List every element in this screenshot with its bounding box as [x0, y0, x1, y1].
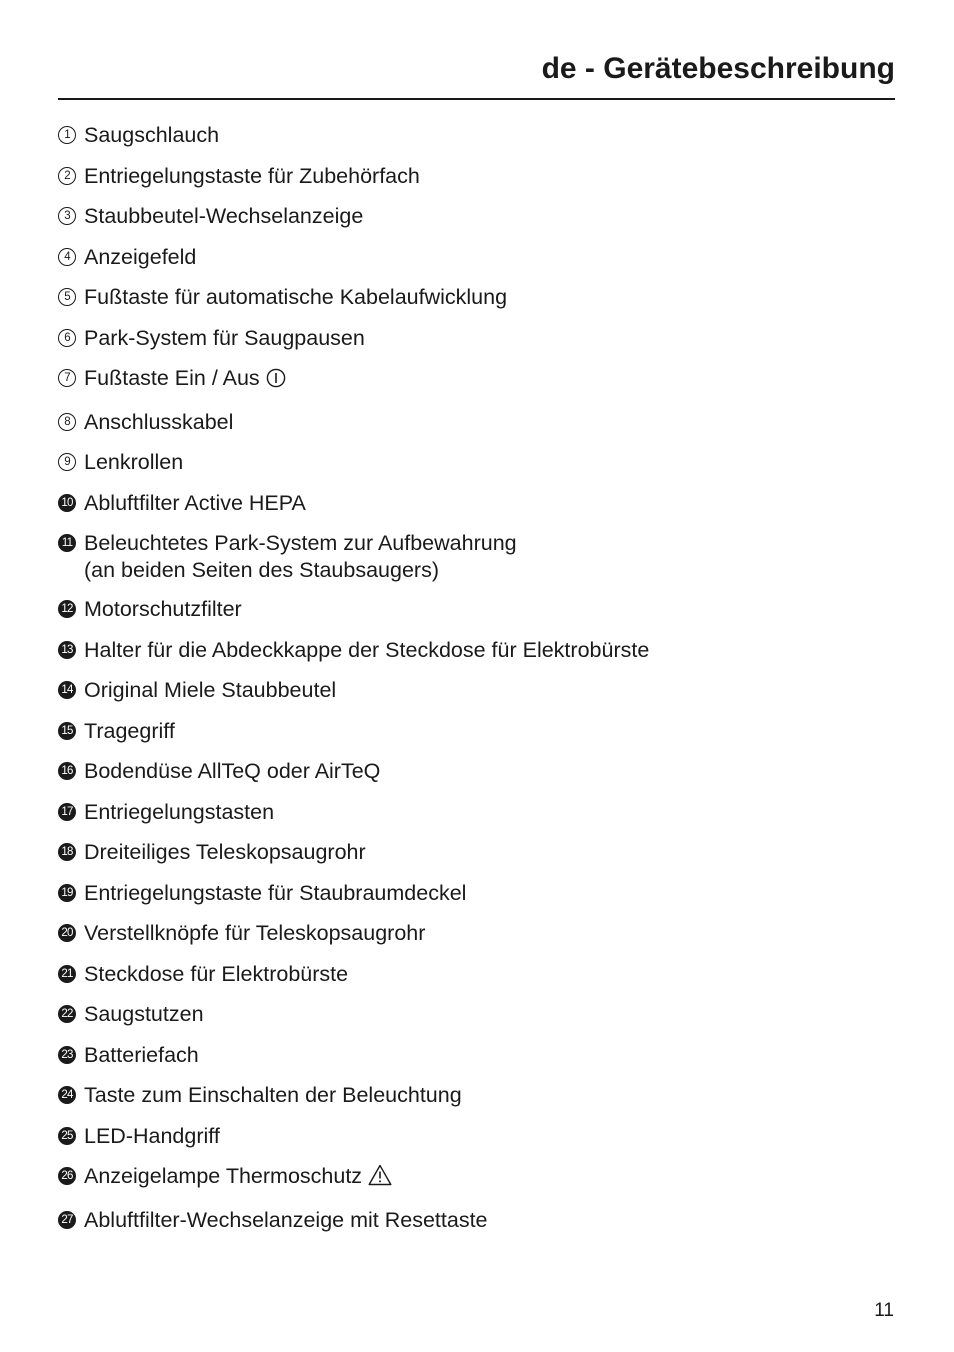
- item-number-badge: 2: [58, 167, 76, 185]
- component-list: [58, 122, 918, 1247]
- item-number-badge: 9: [58, 453, 76, 471]
- list-item: [58, 1042, 918, 1069]
- item-label: Anzeigefeld: [84, 244, 197, 269]
- item-number-badge: 22: [58, 1005, 76, 1023]
- item-label: Anzeigelampe Thermoschutz: [84, 1164, 363, 1188]
- item-number-badge: 17: [58, 803, 76, 821]
- list-item: [58, 1123, 918, 1150]
- list-item: [58, 490, 918, 517]
- item-label: Entriegelungstaste für Staubraumdeckel: [84, 880, 467, 905]
- item-label: Taste zum Einschalten der Beleuchtung: [84, 1083, 462, 1107]
- item-number-badge: 15: [58, 722, 76, 740]
- item-label: Lenkrollen: [84, 450, 184, 474]
- item-label: Dreiteiliges Teleskopsaugrohr: [84, 840, 366, 864]
- list-item: [58, 839, 918, 866]
- list-item: [58, 284, 918, 311]
- item-label: Abluftfilter Active HEPA: [84, 490, 306, 515]
- list-item: [58, 1082, 918, 1109]
- list-item: [58, 325, 918, 352]
- item-number-badge: 10: [58, 494, 76, 512]
- item-label: Batteriefach: [84, 1042, 199, 1067]
- item-number-badge: 12: [58, 600, 76, 618]
- item-number-badge: 14: [58, 681, 76, 699]
- item-number-badge: 19: [58, 884, 76, 902]
- item-number-badge: 21: [58, 965, 76, 983]
- list-item: [58, 961, 918, 988]
- list-item: [58, 530, 918, 584]
- list-item: [58, 718, 918, 745]
- item-label: Park-System für Saugpausen: [84, 325, 365, 350]
- item-number-badge: 20: [58, 924, 76, 942]
- item-number-badge: 23: [58, 1046, 76, 1064]
- item-label: Steckdose für Elektrobürste: [84, 961, 349, 986]
- list-item: [58, 163, 918, 190]
- item-number-badge: 25: [58, 1127, 76, 1145]
- item-number-badge: 5: [58, 288, 76, 306]
- item-number-badge: 7: [58, 369, 76, 387]
- item-number-badge: 27: [58, 1211, 76, 1229]
- item-label: Staubbeutel-Wechselanzeige: [84, 204, 364, 228]
- list-item: [58, 203, 918, 230]
- list-item: [58, 799, 918, 826]
- item-number-badge: 16: [58, 762, 76, 780]
- list-item: [58, 596, 918, 623]
- list-item: [58, 365, 918, 395]
- list-item: [58, 637, 918, 664]
- item-label: Halter für die Abdeckkappe der Steckdose für Elektrobürste: [84, 637, 650, 662]
- item-label: Saugstutzen: [84, 1002, 204, 1026]
- warning-triangle-icon: [368, 1164, 392, 1193]
- item-number-badge: 26: [58, 1167, 76, 1185]
- item-label: Anschlusskabel: [84, 409, 234, 434]
- item-number-badge: 24: [58, 1086, 76, 1104]
- list-item: [58, 1207, 918, 1234]
- item-number-badge: 6: [58, 329, 76, 347]
- list-item: [58, 449, 918, 476]
- page-header: [58, 50, 895, 100]
- list-item: [58, 758, 918, 785]
- item-number-badge: 4: [58, 248, 76, 266]
- item-label: Saugschlauch: [84, 123, 220, 147]
- item-label: Beleuchtetes Park-System zur Aufbewahrung: [84, 531, 517, 555]
- list-item: [58, 122, 918, 149]
- list-item: [58, 1163, 918, 1193]
- item-label: Fußtaste für automatische Kabelaufwicklung: [84, 285, 508, 309]
- list-item: [58, 244, 918, 271]
- item-label: Motorschutzfilter: [84, 597, 242, 621]
- item-label: Tragegriff: [84, 718, 175, 743]
- item-label: Verstellknöpfe für Teleskopsaugrohr: [84, 921, 426, 945]
- item-label: Original Miele Staubbeutel: [84, 678, 337, 702]
- list-item: [58, 677, 918, 704]
- list-item: [58, 920, 918, 947]
- power-icon: [266, 368, 286, 395]
- item-label: Bodendüse AllTeQ oder AirTeQ: [84, 759, 381, 783]
- item-sublabel: (an beiden Seiten des Staubsaugers): [84, 558, 439, 582]
- item-number-badge: 1: [58, 126, 76, 144]
- item-label: Entriegelungstasten: [84, 799, 275, 824]
- page-number: 11: [874, 1300, 894, 1321]
- item-label: LED-Handgriff: [84, 1123, 220, 1148]
- item-label: Fußtaste Ein / Aus: [84, 366, 260, 390]
- list-item: [58, 409, 918, 436]
- item-number-badge: 11: [58, 534, 76, 552]
- item-label: Entriegelungstaste für Zubehörfach: [84, 163, 420, 188]
- page-title: de - Gerätebeschreibung: [541, 52, 895, 85]
- list-item: [58, 1001, 918, 1028]
- list-item: [58, 880, 918, 907]
- item-label: Abluftfilter-Wechselanzeige mit Resettaste: [84, 1207, 488, 1232]
- item-number-badge: 8: [58, 413, 76, 431]
- item-number-badge: 3: [58, 207, 76, 225]
- item-number-badge: 13: [58, 641, 76, 659]
- item-number-badge: 18: [58, 843, 76, 861]
